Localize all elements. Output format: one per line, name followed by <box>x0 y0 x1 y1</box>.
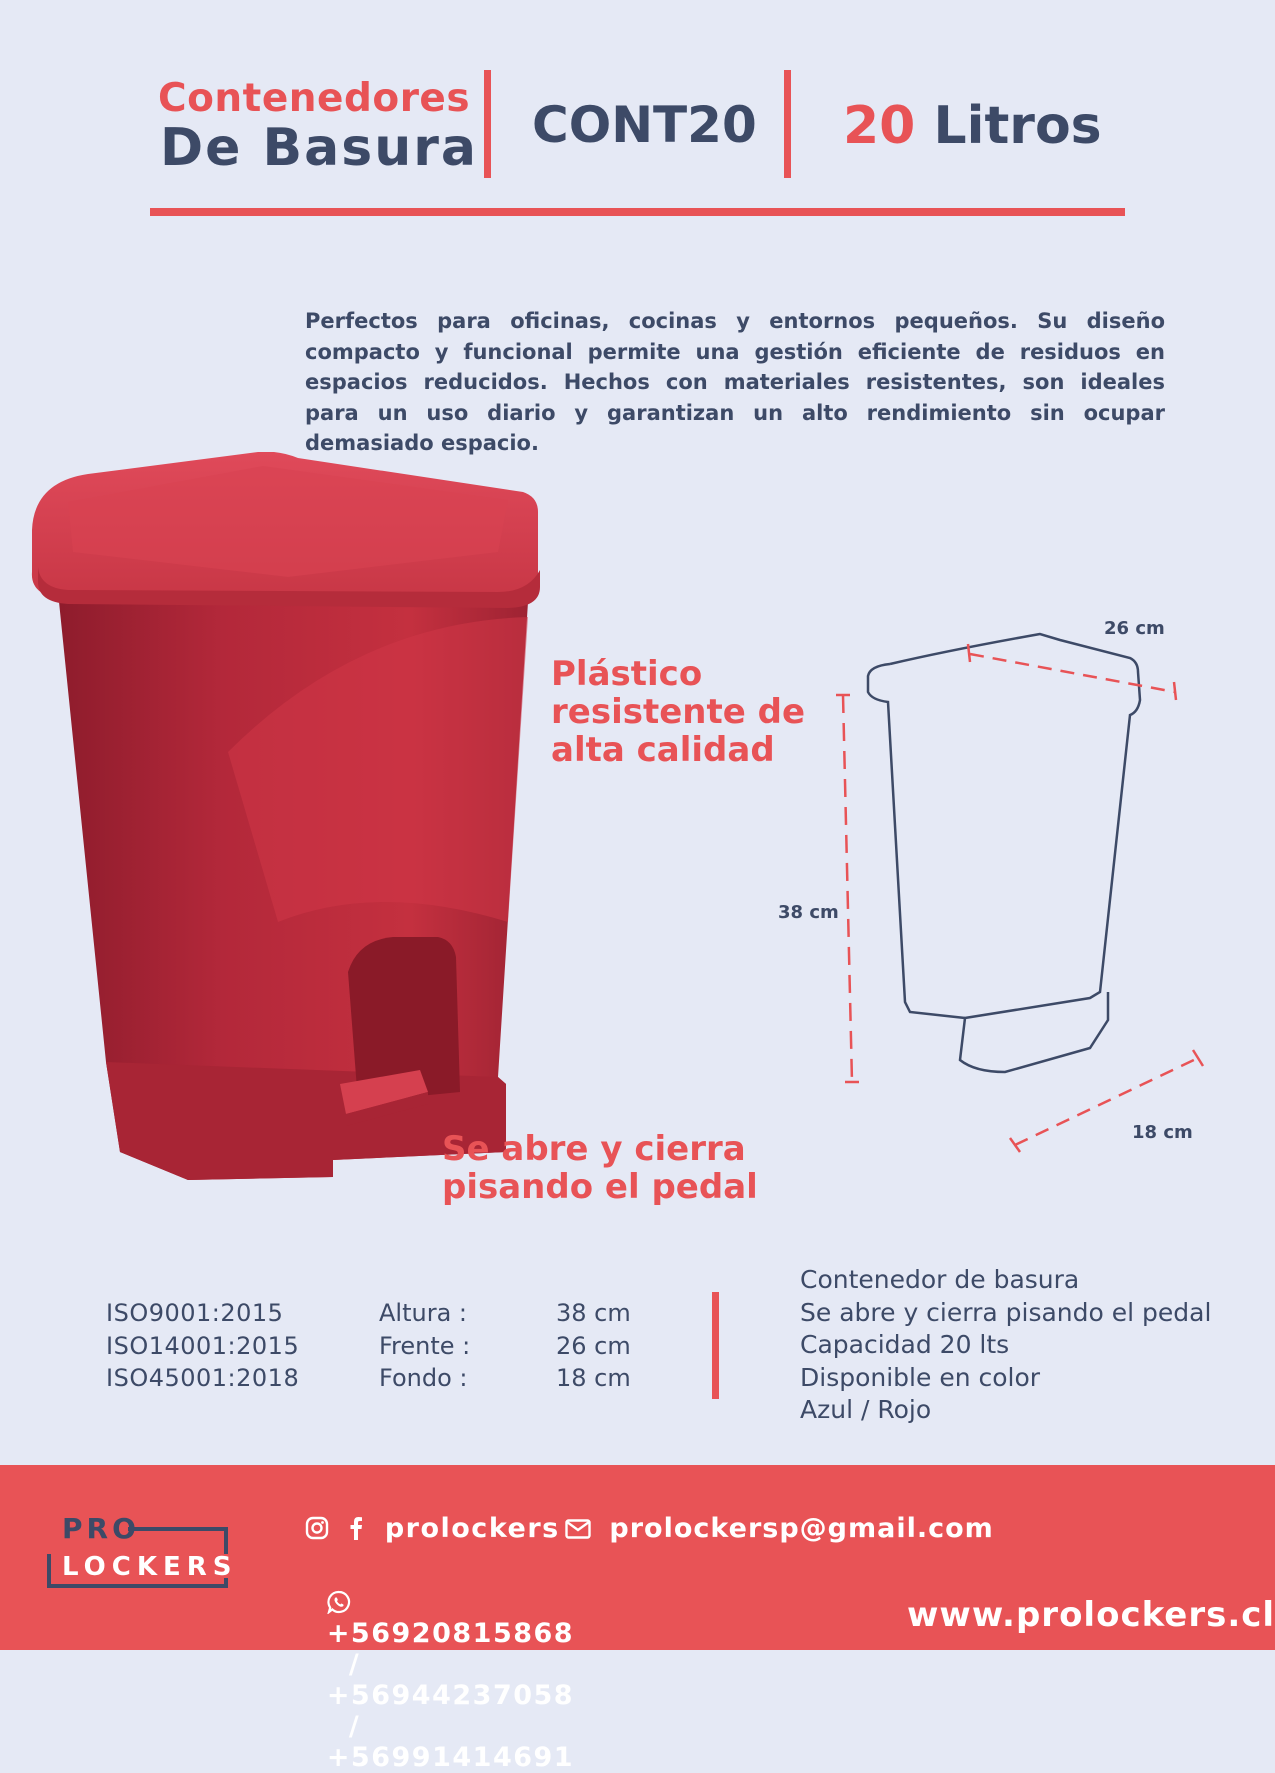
mail-icon <box>565 1519 591 1539</box>
product-code: CONT20 <box>532 96 757 154</box>
dimension-value: 26 cm <box>556 1331 631 1360</box>
website-link[interactable]: www.prolockers.cl <box>907 1595 1275 1635</box>
feature-item: Capacidad 20 lts <box>800 1330 1010 1359</box>
feature-item: Azul / Rojo <box>800 1395 932 1424</box>
product-image <box>28 452 568 1187</box>
pedal-line-1: Se abre y cierra <box>442 1129 746 1169</box>
dimension-label: Frente : <box>379 1331 471 1360</box>
phone-3[interactable]: +56991414691 <box>326 1742 575 1773</box>
certification-item: ISO9001:2015 <box>106 1299 284 1327</box>
header-divider-2 <box>784 70 791 178</box>
capacity-unit: Litros <box>933 96 1102 156</box>
email-link[interactable]: prolockersp@gmail.com <box>609 1513 994 1544</box>
dimension-value: 38 cm <box>556 1299 631 1327</box>
facebook-icon <box>348 1516 364 1540</box>
material-line-1: Plástico <box>551 654 703 694</box>
certifications-list <box>106 1297 299 1395</box>
dimension-label: Fondo : <box>379 1364 468 1392</box>
header-divider-1 <box>484 70 491 178</box>
dimension-diagram <box>760 620 1230 1160</box>
email-row <box>565 1513 994 1544</box>
title-line-1: Contenedores <box>158 76 471 121</box>
instagram-icon <box>305 1516 329 1540</box>
dimension-value: 18 cm <box>556 1364 631 1392</box>
material-line-3: alta calidad <box>551 730 775 770</box>
height-label: 38 cm <box>778 902 839 923</box>
phone-1[interactable]: +56920815868 <box>326 1618 575 1649</box>
pedal-line-2: pisando el pedal <box>442 1167 758 1207</box>
phone-separator: / <box>348 1711 361 1742</box>
capacity <box>843 96 1102 156</box>
social-handle[interactable]: prolockers <box>384 1513 560 1544</box>
feature-item: Contenedor de basura <box>800 1265 1080 1294</box>
feature-item: Se abre y cierra pisando el pedal <box>800 1297 1212 1327</box>
feature-list <box>800 1264 1211 1427</box>
material-line-2: resistente de <box>551 692 806 732</box>
header-underline <box>150 208 1125 216</box>
whatsapp-icon <box>327 1590 351 1614</box>
dimension-label: Altura : <box>379 1299 467 1327</box>
phones-row <box>305 1556 574 1773</box>
specs-divider <box>712 1292 719 1399</box>
logo-text-top: PRO <box>62 1512 140 1545</box>
dimension-values <box>556 1297 631 1395</box>
certification-item: ISO45001:2018 <box>106 1364 300 1392</box>
product-description: Perfectos para oficinas, cocinas y entornos pequeños. Su diseño compacto y funcional permite una gestión eficiente de residuos en espacios reducidos. Hechos con materiales resistentes, son ideales para un uso diario y garantizan un alto rendimiento sin ocupar demasiado espacio. <box>305 309 1165 455</box>
title-line-2: De Basura <box>160 118 478 178</box>
social-row <box>305 1513 560 1544</box>
prolockers-logo <box>46 1508 238 1588</box>
certification-item: ISO14001:2015 <box>106 1331 300 1360</box>
pedal-callout <box>442 1130 758 1206</box>
dimension-labels <box>379 1297 470 1395</box>
logo-text-bottom: LOCKERS <box>62 1552 238 1582</box>
depth-label: 18 cm <box>1132 1122 1193 1143</box>
capacity-number: 20 <box>843 96 916 156</box>
phone-separator: / <box>348 1649 361 1680</box>
width-label: 26 cm <box>1104 618 1165 639</box>
phone-2[interactable]: +56944237058 <box>326 1680 575 1711</box>
feature-item: Disponible en color <box>800 1362 1041 1392</box>
